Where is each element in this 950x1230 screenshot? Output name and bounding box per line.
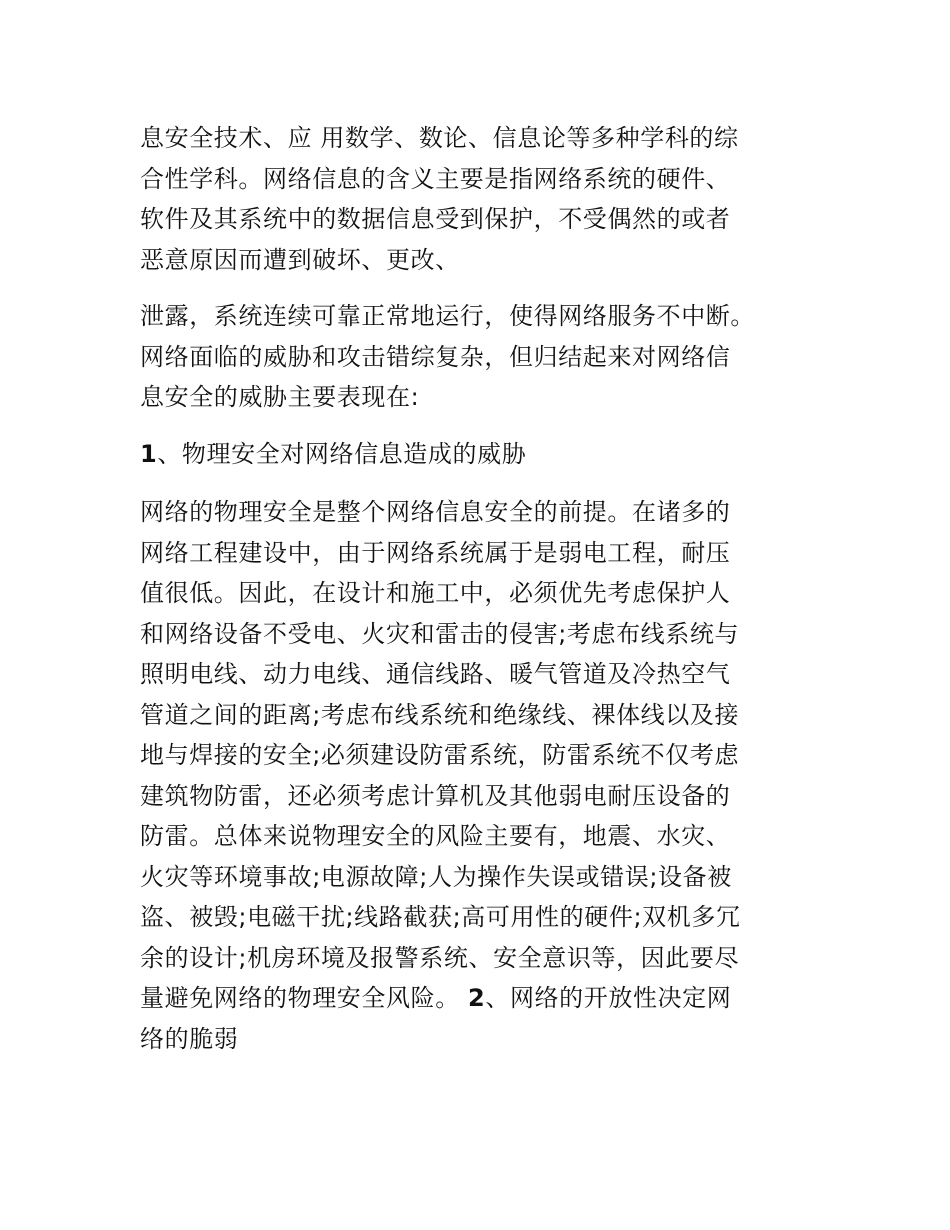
- text-line: 络的脆弱: [140, 1024, 239, 1053]
- text-line: 值很低。因此，在设计和施工中，必须优先考虑保护人: [140, 579, 731, 607]
- text-line: 网络工程建设中，由于网络系统属于是弱电工程，耐压: [140, 538, 731, 567]
- paragraph-2: [140, 296, 810, 418]
- text-line: 防雷。总体来说物理安全的风险主要有，地震、水灾、: [140, 822, 731, 850]
- heading-number: 1: [140, 439, 158, 468]
- paragraph-1: [140, 118, 810, 280]
- section-heading-1: [140, 434, 810, 475]
- text-line: 管道之间的距离;考虑布线系统和绝缘线、裸体线以及接: [140, 700, 740, 729]
- text-line: 网络面临的威胁和攻击错综复杂，但归结起来对网络信: [140, 342, 731, 371]
- text-line: 照明电线、动力电线、通信线路、暖气管道及冷热空气: [140, 660, 731, 688]
- heading-line: [140, 434, 810, 475]
- paragraph-3: [140, 492, 810, 1059]
- text-fragment: 量避免网络的物理安全风险。: [140, 984, 469, 1012]
- text-line: 火灾等环境事故;电源故障;人为操作失误或错误;设备被: [140, 862, 732, 891]
- text-line: 地与焊接的安全;必须建设防雷系统，防雷系统不仅考虑: [140, 741, 740, 769]
- text-line: 息安全的威胁主要表现在:: [140, 383, 420, 411]
- text-line: 泄露，系统连续可靠正常地运行，使得网络服务不中断。: [140, 302, 755, 330]
- heading-text: 、物理安全对网络信息造成的威胁: [157, 439, 527, 468]
- text-line-with-section-number: [140, 978, 810, 1019]
- text-line: 和网络设备不受电、火灾和雷击的侵害;考虑布线系统与: [140, 619, 740, 648]
- text-line: 余的设计;机房环境及报警系统、安全意识等，因此要尽: [140, 943, 740, 972]
- text-line: 息安全技术、应 用数学、数论、信息论等多种学科的综: [140, 124, 739, 152]
- text-line: 建筑物防雷，还必须考虑计算机及其他弱电耐压设备的: [140, 781, 731, 810]
- text-line: 合性学科。网络信息的含义主要是指网络系统的硬件、: [140, 164, 731, 193]
- text-line: 网络的物理安全是整个网络信息安全的前提。在诸多的: [140, 498, 731, 526]
- text-fragment: 、网络的开放性决定网: [485, 984, 732, 1012]
- text-line: 软件及其系统中的数据信息受到保护，不受偶然的或者: [140, 205, 731, 233]
- text-line: 盗、被毁;电磁干扰;线路截获;高可用性的硬件;双机多冗: [140, 903, 741, 931]
- section-number: 2: [468, 984, 486, 1012]
- text-line: 恶意原因而遭到破坏、更改、: [140, 245, 460, 274]
- document-body: [140, 118, 810, 1059]
